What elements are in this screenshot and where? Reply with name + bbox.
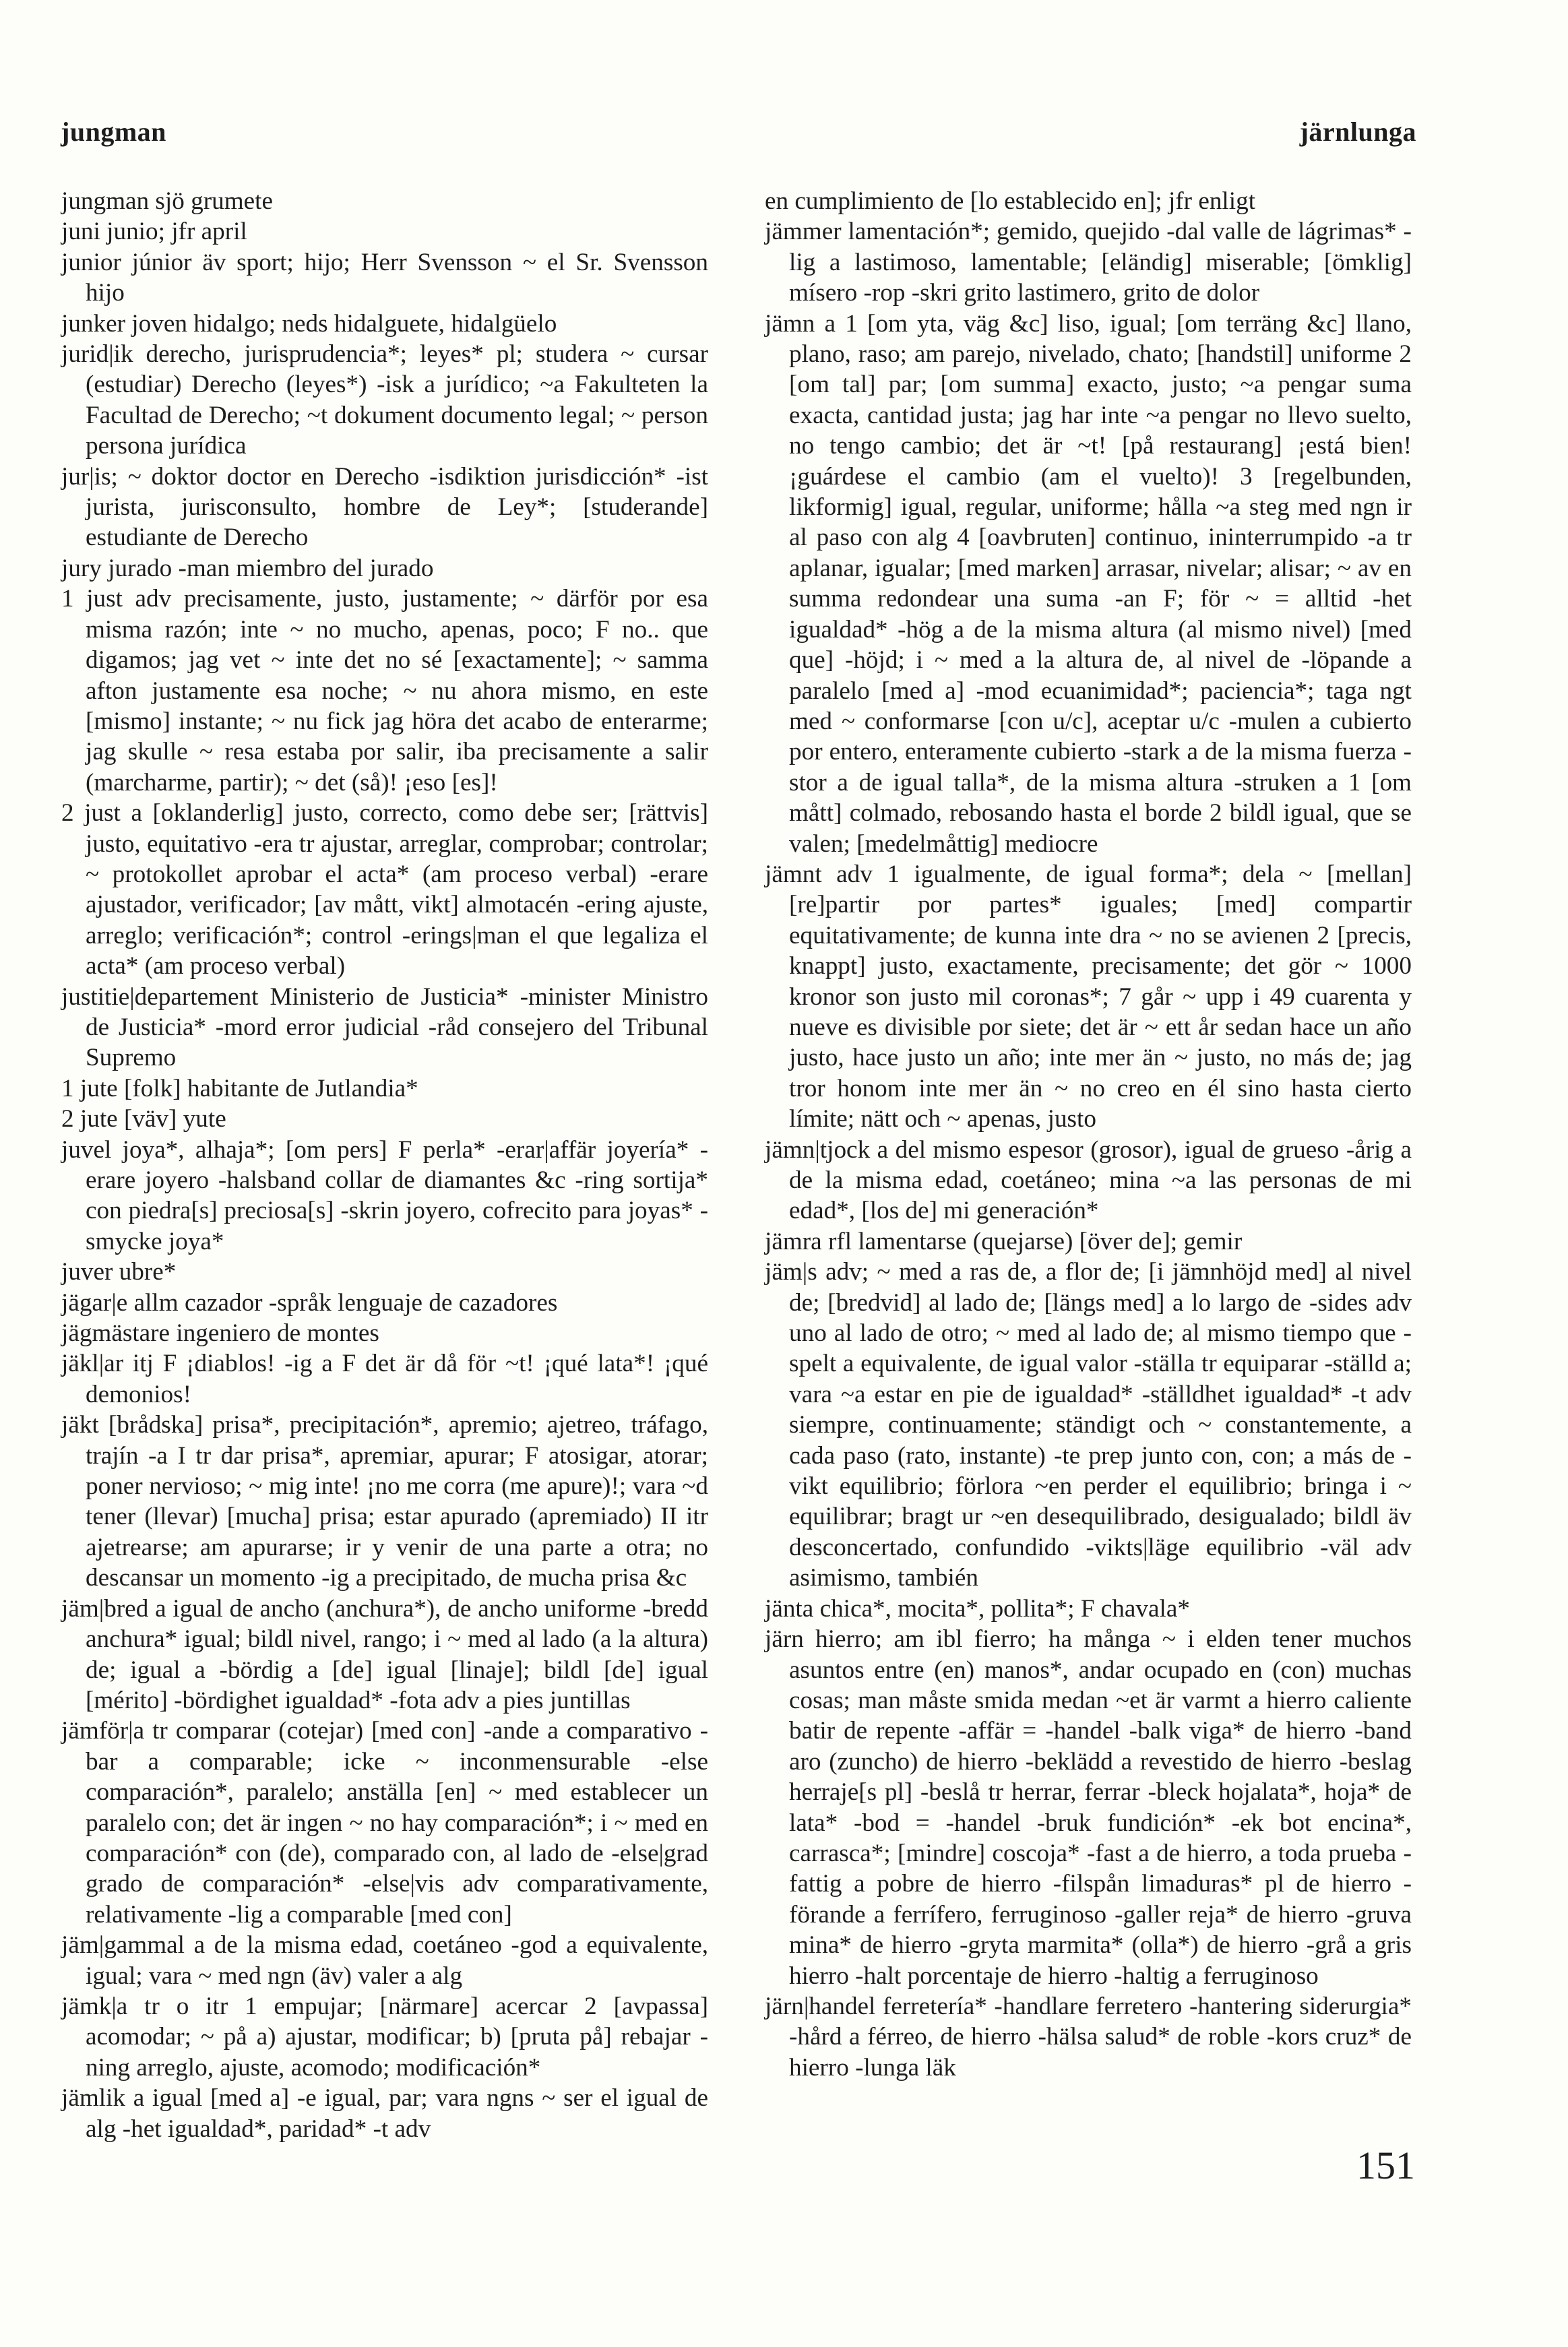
dictionary-entry: jäm|gammal a de la misma edad, coetáneo -god a equivalente, igual; vara ~ med ngn (äv) valer a alg [61, 1931, 708, 1990]
dictionary-entry: jämn a 1 [om yta, väg &c] liso, igual; [om terräng &c] llano, plano, raso; am parejo, nivelado, chato; [handstil] uniforme 2 [om tal] par; [om summa] exacto, justo; ~a pengar suma exacta, cantidad justa; jag har inte ~a pengar no llevo suelto, no tengo cambio; det är ~t! [på restaurang] ¡está bien! ¡guárdese el cambio (am el vuelto)! 3 [regelbunden, likformig] igual, regular, uniforme; hålla ~a steg med ngn ir al paso con alg 4 [oavbruten] continuo, ininterrumpido -a tr aplanar, igualar; [med marken] arrasar, nivelar; alisar; ~ av en summa redondear una suma -an F; för ~ = alltid -het igualdad* -hög a de la misma altura (al mismo nivel) [med que] -höjd; i ~ med a la altura de, al nivel de -löpande a paralelo [med a] -mod ecuanimidad*; paciencia*; taga ngt med ~ conformarse [con u/c], aceptar u/c -mulen a cubierto por entero, enteramente cubierto -stark a de la misma fuerza -stor a de igual talla*, de la misma altura -struken a 1 [om mått] colmado, rebosando hasta el borde 2 bildl igual, que se valen; [medelmåttig] mediocre [765, 309, 1412, 858]
dictionary-entry: juvel joya*, alhaja*; [om pers] F perla* -erar|affär joyería* -erare joyero -halsband collar de diamantes &c -ring sortija* con piedra[s] preciosa[s] -skrin joyero, cofrecito para joyas* -smycke joya* [61, 1135, 708, 1255]
dictionary-entry: 2 just a [oklanderlig] justo, correcto, como debe ser; [rättvis] justo, equitativo -era tr ajustar, arreglar, comprobar; controlar; ~ protokollet aprobar el acta* (am proceso verbal) -erare ajustador, verificador; [av mått, vikt] almotacén -ering ajuste, arreglo; verificación*; control -erings|man el que legaliza el acta* (am proceso verbal) [61, 799, 708, 980]
dictionary-entry: junker joven hidalgo; neds hidalguete, hidalgüelo [61, 309, 557, 338]
right-column [765, 186, 1412, 2083]
dictionary-entry: jäkt [brådska] prisa*, precipitación*, apremio; ajetreo, tráfago, trajín -a I tr dar prisa*, apremiar, apurar; F atosigar, atorar; poner nervioso; ~ mig inte! ¡no me corra (me apure)!; vara ~d tener (llevar) [mucha] prisa; estar apurado (apremiado) II itr ajetrearse; am apurarse; ir y venir de una parte a otra; no descansar un momento -ig a precipitado, de mucha prisa &c [61, 1411, 708, 1592]
dictionary-entry: jägar|e allm cazador -språk lenguaje de cazadores [61, 1288, 558, 1317]
dictionary-entry: jämför|a tr comparar (cotejar) [med con] -ande a comparativo -bar a comparable; icke ~ inconmensurable -else comparación*, paralelo; anställa [en] ~ med establecer un paralelo con; det är ingen ~ no hay comparación*; i ~ med en comparación* con (de), comparado con, al lado de -else|grad grado de comparación* -else|vis adv comparativamente, relativamente -lig a comparable [med con] [61, 1717, 708, 1929]
dictionary-entry: jäm|s adv; ~ med a ras de, a flor de; [i jämnhöjd med] al nivel de; [bredvid] al lado de; [längs med] a lo largo de -sides adv uno al lado de otro; ~ med al lado de; al mismo tiempo que -spelt a equivalente, de igual valor -ställa tr equiparar -ställd a; vara ~a estar en pie de igualdad* -ställdhet igualdad* -t adv siempre, continuamente; ständigt och ~ constantemente, a cada paso (rato, instante) -te prep junto con, con; a más de -vikt equilibrio; förlora ~en perder el equilibrio; bringa i ~ equilibrar; bragt ur ~en desequilibrado, desigualado; bildl äv desconcertado, confundido -vikts|läge equilibrio -väl adv asimismo, también [765, 1258, 1412, 1592]
dictionary-entry: 1 jute [folk] habitante de Jutlandia* [61, 1074, 418, 1102]
dictionary-entry: juver ubre* [61, 1258, 177, 1286]
dictionary-entry: juni junio; jfr april [61, 218, 247, 246]
dictionary-entry: jänta chica*, mocita*, pollita*; F chavala* [765, 1594, 1190, 1623]
dictionary-entry: jury jurado -man miembro del jurado [61, 554, 434, 582]
dictionary-entry: jämra rfl lamentarse (quejarse) [över de]; gemir [765, 1227, 1243, 1255]
dictionary-entry: jurid|ik derecho, jurisprudencia*; leyes* pl; studera ~ cursar (estudiar) Derecho (leyes*) -isk a jurídico; ~a Fakulteten la Facultad de Derecho; ~t dokument documento legal; ~ person persona jurídica [61, 340, 708, 460]
dictionary-entry: 2 jute [väv] yute [61, 1105, 226, 1133]
dictionary-entry: jäm|bred a igual de ancho (anchura*), de ancho uniforme -bredd anchura* igual; bildl nivel, rango; i ~ med al lado (a la altura) de; igual a -bördig a [de] igual [linaje]; bildl [de] igual [mérito] -bördighet igualdad* -fota adv a pies juntillas [61, 1594, 708, 1714]
dictionary-entry: jämnt adv 1 igualmente, de igual forma*; dela ~ [mellan] [re]partir por partes* iguales; [med] compartir equitativamente; de kunna inte dra ~ no se avienen 2 [precis, knappt] justo, exactamente, precisamente; det gör ~ 1000 kronor son justo mil coronas*; 7 går ~ upp i 49 cuarenta y nueve es divisible por siete; det är ~ ett år sedan hace un año justo, hace justo un año; inte mer än ~ justo, no más de; jag tror honom inte mer än ~ no creo en él sino hasta cierto límite; nätt och ~ apenas, justo [765, 860, 1412, 1133]
dictionary-entry: justitie|departement Ministerio de Justicia* -minister Ministro de Justicia* -mord error judicial -råd consejero del Tribunal Supremo [61, 982, 708, 1072]
dictionary-entry: jämk|a tr o itr 1 empujar; [närmare] acercar 2 [avpassa] acomodar; ~ på a) ajustar, modificar; b) [pruta på] rebajar -ning arreglo, ajuste, acomodo; modificación* [61, 1992, 708, 2082]
guide-word-left: jungman [61, 117, 166, 147]
dictionary-entry: järn hierro; am ibl fierro; ha många ~ i elden tener muchos asuntos entre (en) manos*, andar ocupado en (con) muchas cosas; man måste smida medan ~et är varmt a hierro caliente batir de repente -affär = -handel -balk viga* de hierro -band aro (zuncho) de hierro -beklädd a revestido de hierro -beslag herraje[s pl] -beslå tr herrar, ferrar -bleck hojalata*, hoja* de lata* -bod = -handel -bruk fundición* -ek bot encina*, carrasca*; [mindre] coscoja* -fast a de hierro, a toda prueba -fattig a pobre de hierro -filspån limaduras* pl de hierro -förande a ferrífero, ferruginoso -galler reja* de hierro -gruva mina* de hierro -gryta marmita* (olla*) de hierro -grå a gris hierro -halt porcentaje de hierro -haltig a ferruginoso [765, 1625, 1412, 1990]
dictionary-entry: jämmer lamentación*; gemido, quejido -dal valle de lágrimas* -lig a lastimoso, lamentable; [eländig] miserable; [ömklig] mísero -rop -skri grito lastimero, grito de dolor [765, 218, 1412, 307]
dictionary-entry: jäkl|ar itj F ¡diablos! -ig a F det är då för ~t! ¡qué lata*! ¡qué demonios! [61, 1350, 708, 1408]
page-number: 151 [1356, 2143, 1415, 2187]
dictionary-entry: jämn|tjock a del mismo espesor (grosor), igual de grueso -årig a de la misma edad, coetáneo; mina ~a las personas de mi edad*, [los de] mi generación* [765, 1135, 1412, 1225]
dictionary-entry: järn|handel ferretería* -handlare ferretero -hantering siderurgia* -hård a férreo, de hierro -hälsa salud* de roble -kors cruz* de hierro -lunga läk [765, 1992, 1412, 2082]
dictionary-entry: junior júnior äv sport; hijo; Herr Svensson ~ el Sr. Svensson hijo [61, 248, 708, 307]
dictionary-entry: jur|is; ~ doktor doctor en Derecho -isdiktion jurisdicción* -ist jurista, jurisconsulto, hombre de Ley*; [studerande] estudiante de Derecho [61, 462, 708, 552]
left-column [61, 186, 708, 2144]
dictionary-entry: jämlik a igual [med a] -e igual, par; vara ngns ~ ser el igual de alg -het igualdad*, paridad* -t adv [61, 2084, 708, 2143]
dictionary-entry: en cumplimiento de [lo establecido en]; jfr enligt [765, 187, 1256, 215]
dictionary-entry: jungman sjö grumete [61, 187, 273, 215]
dictionary-entry: jägmästare ingeniero de montes [61, 1319, 379, 1348]
dictionary-entry: 1 just adv precisamente, justo, justamente; ~ därför por esa misma razón; inte ~ no mucho, apenas, poco; F no.. que digamos; jag vet ~ inte det no sé [exactamente]; ~ samma afton justamente esa noche; ~ nu ahora mismo, en este [mismo] instante; ~ nu fick jag höra det acabo de enterarme; jag skulle ~ resa estaba por salir, iba precisamente a salir (marcharme, partir); ~ det (så)! ¡eso [es]! [61, 585, 708, 796]
guide-word-right: järnlunga [1299, 117, 1416, 147]
